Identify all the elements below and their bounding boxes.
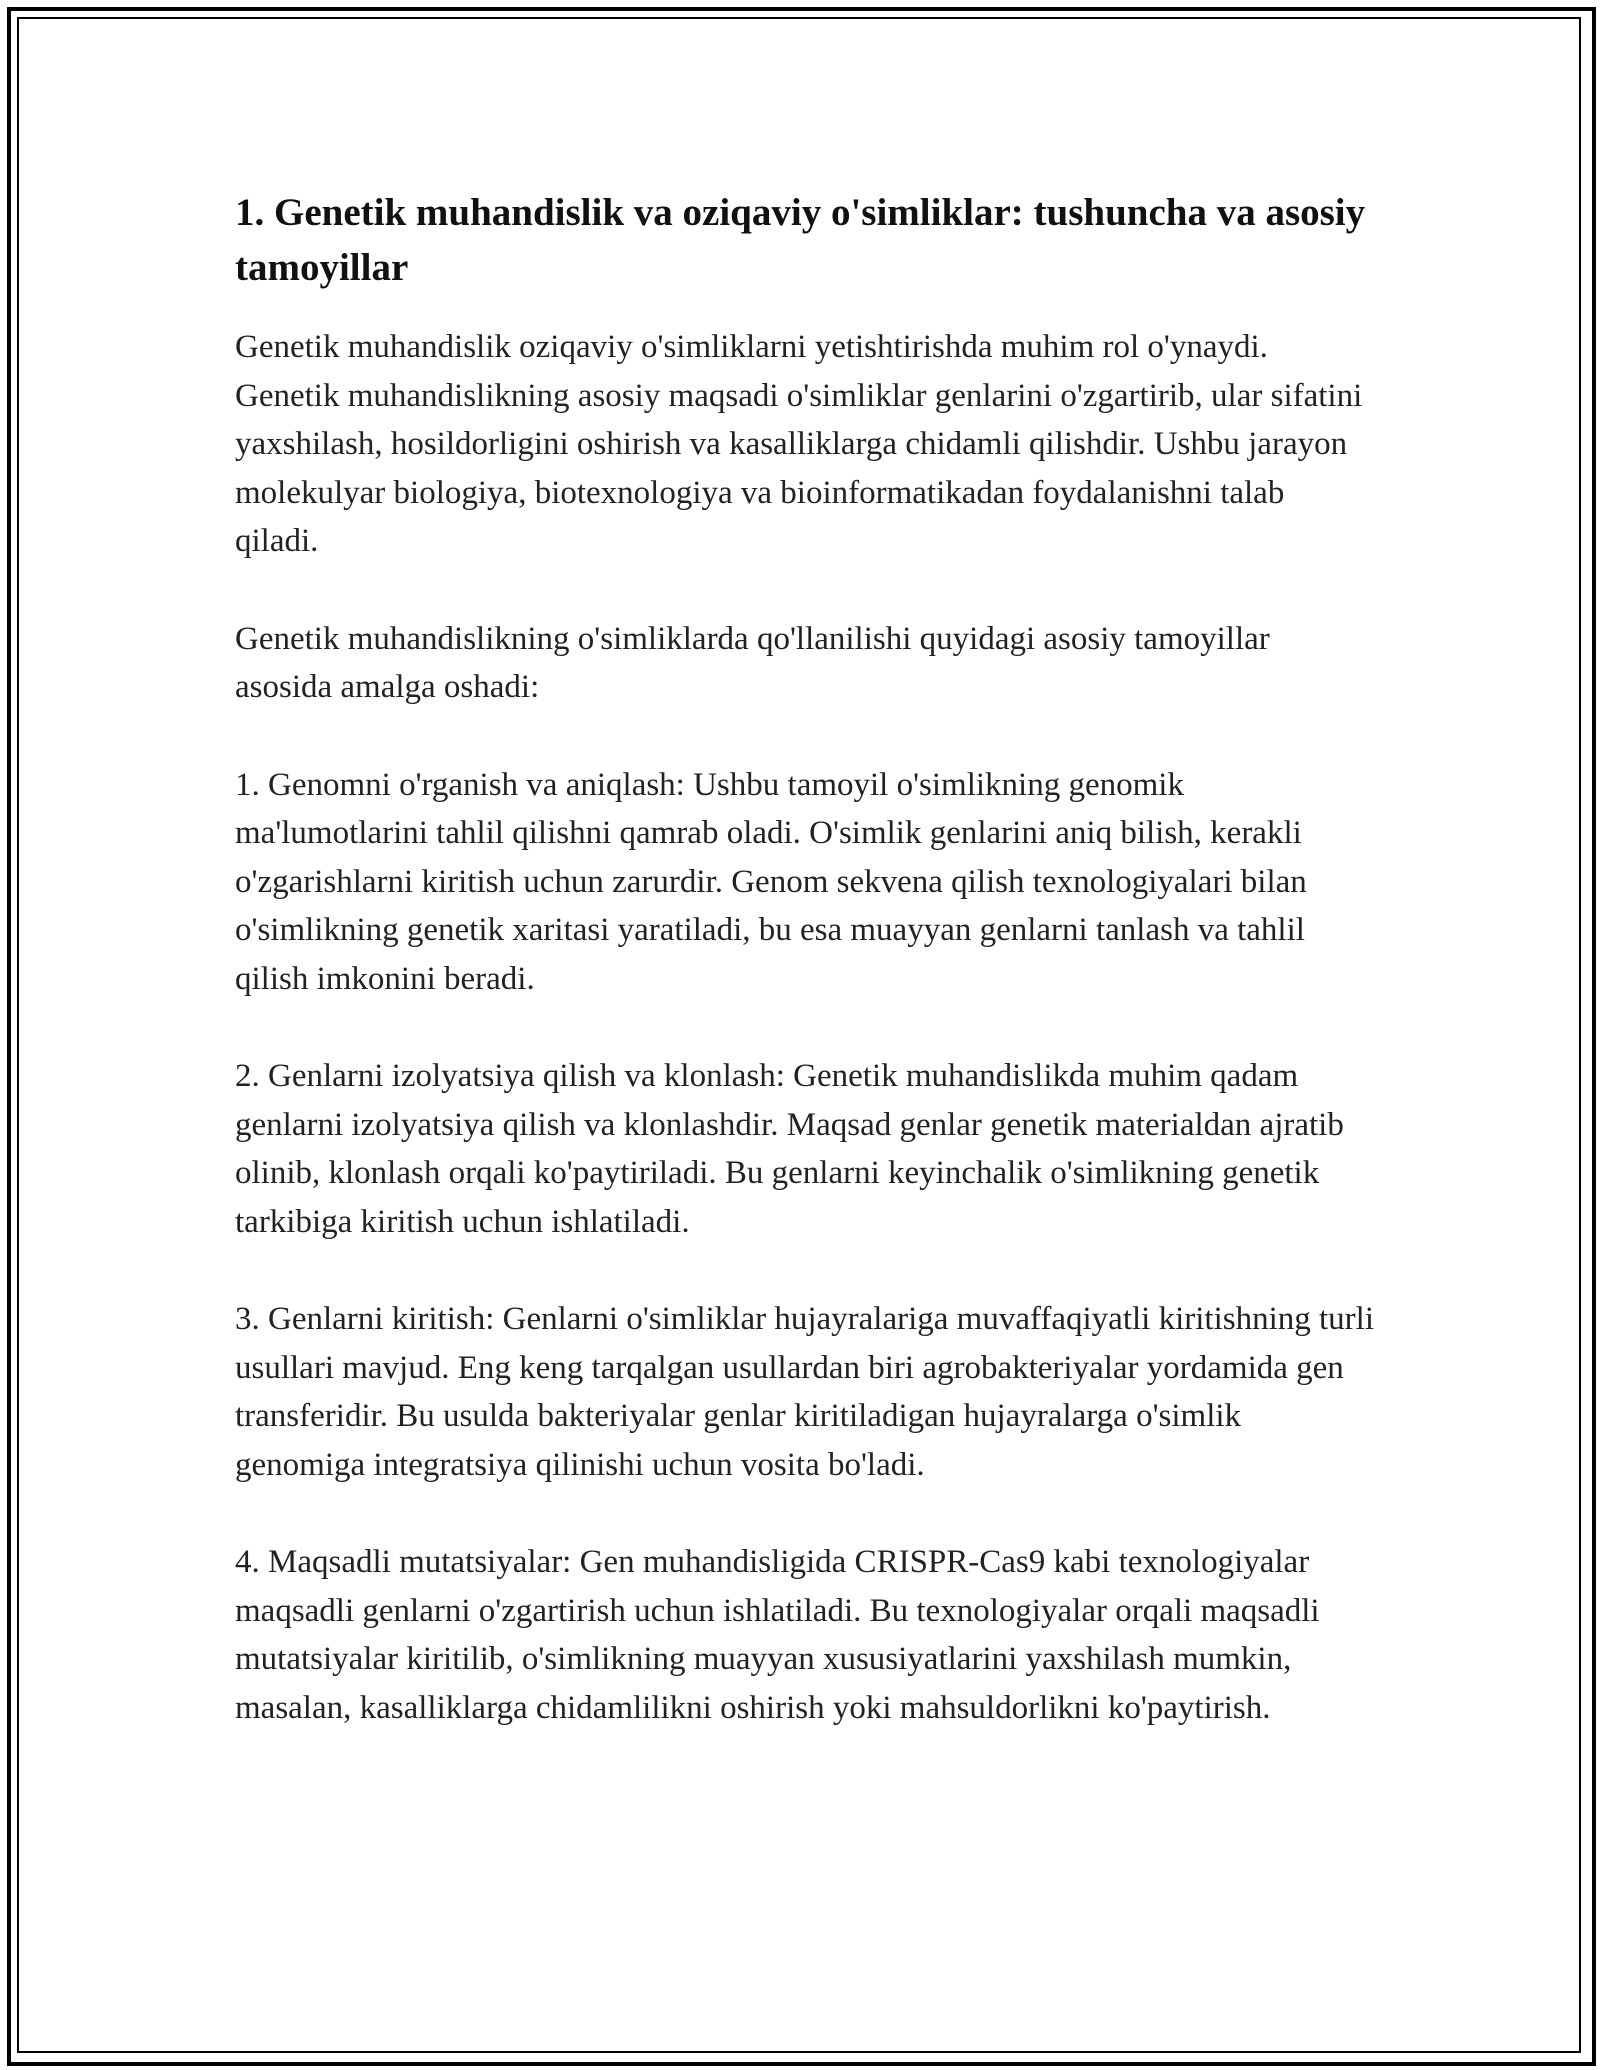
principles-intro-paragraph: Genetik muhandislikning o'simliklarda qo'llanilishi quyidagi asosiy tamoyillar asosida amalga oshadi: [235, 620, 1270, 705]
intro-paragraph: Genetik muhandislik oziqaviy o'simliklarni yetishtirishda muhim rol o'ynaydi. Genetik muhandislikning asosiy maqsadi o'simliklar genlarini o'zgartirib, ular sifatini yaxshilash, hosildorligini oshirish va kasalliklarga chidamli qilishdir. Ushbu jarayon molekulyar biologiya, biotexnologiya va bioinformatikadan foydalanishni talab qiladi. [235, 329, 1363, 559]
section-heading: 1. Genetik muhandislik va oziqaviy o'simliklar: tushuncha va asosiy tamoyillar [235, 191, 1366, 289]
principle-1-paragraph: 1. Genomni o'rganish va aniqlash: Ushbu tamoyil o'simlikning genomik ma'lumotlarini tahlil qilishni qamrab oladi. O'simlik genlarini aniq bilish, kerakli o'zgarishlarni kiritish uchun zarurdir. Genom sekvena qilish texnologiyalari bilan o'simlikning genetik xaritasi yaratiladi, bu esa muayyan genlarni tanlash va tahlil qilish imkonini beradi. [235, 766, 1307, 997]
principle-2-paragraph: 2. Genlarni izolyatsiya qilish va klonlash: Genetik muhandislikda muhim qadam genlarni izolyatsiya qilish va klonlashdir. Maqsad genlar genetik materialdan ajratib olinib, klonlash orqali ko'paytiriladi. Bu genlarni keyinchalik o'simlikning genetik tarkibiga kiritish uchun ishlatiladi. [235, 1058, 1344, 1240]
principle-3-paragraph: 3. Genlarni kiritish: Genlarni o'simliklar hujayralariga muvaffaqiyatli kiritishning turli usullari mavjud. Eng keng tarqalgan usullardan biri agrobakteriyalar yordamida gen transferidir. Bu usulda bakteriyalar genlar kiritiladigan hujayralarga o'simlik genomiga integratsiya qilinishi uchun vosita bo'ladi. [235, 1301, 1374, 1483]
principle-4-paragraph: 4. Maqsadli mutatsiyalar: Gen muhandisligida CRISPR-Cas9 kabi texnologiyalar maqsadli genlarni o'zgartirish uchun ishlatiladi. Bu texnologiyalar orqali maqsadli mutatsiyalar kiritilib, o'simlikning muayyan xususiyatlarini yaxshilash mumkin, masalan, kasalliklarga chidamlilikni oshirish yoki mahsuldorlikni ko'paytirish. [235, 1544, 1320, 1726]
document-body [235, 185, 1375, 1781]
